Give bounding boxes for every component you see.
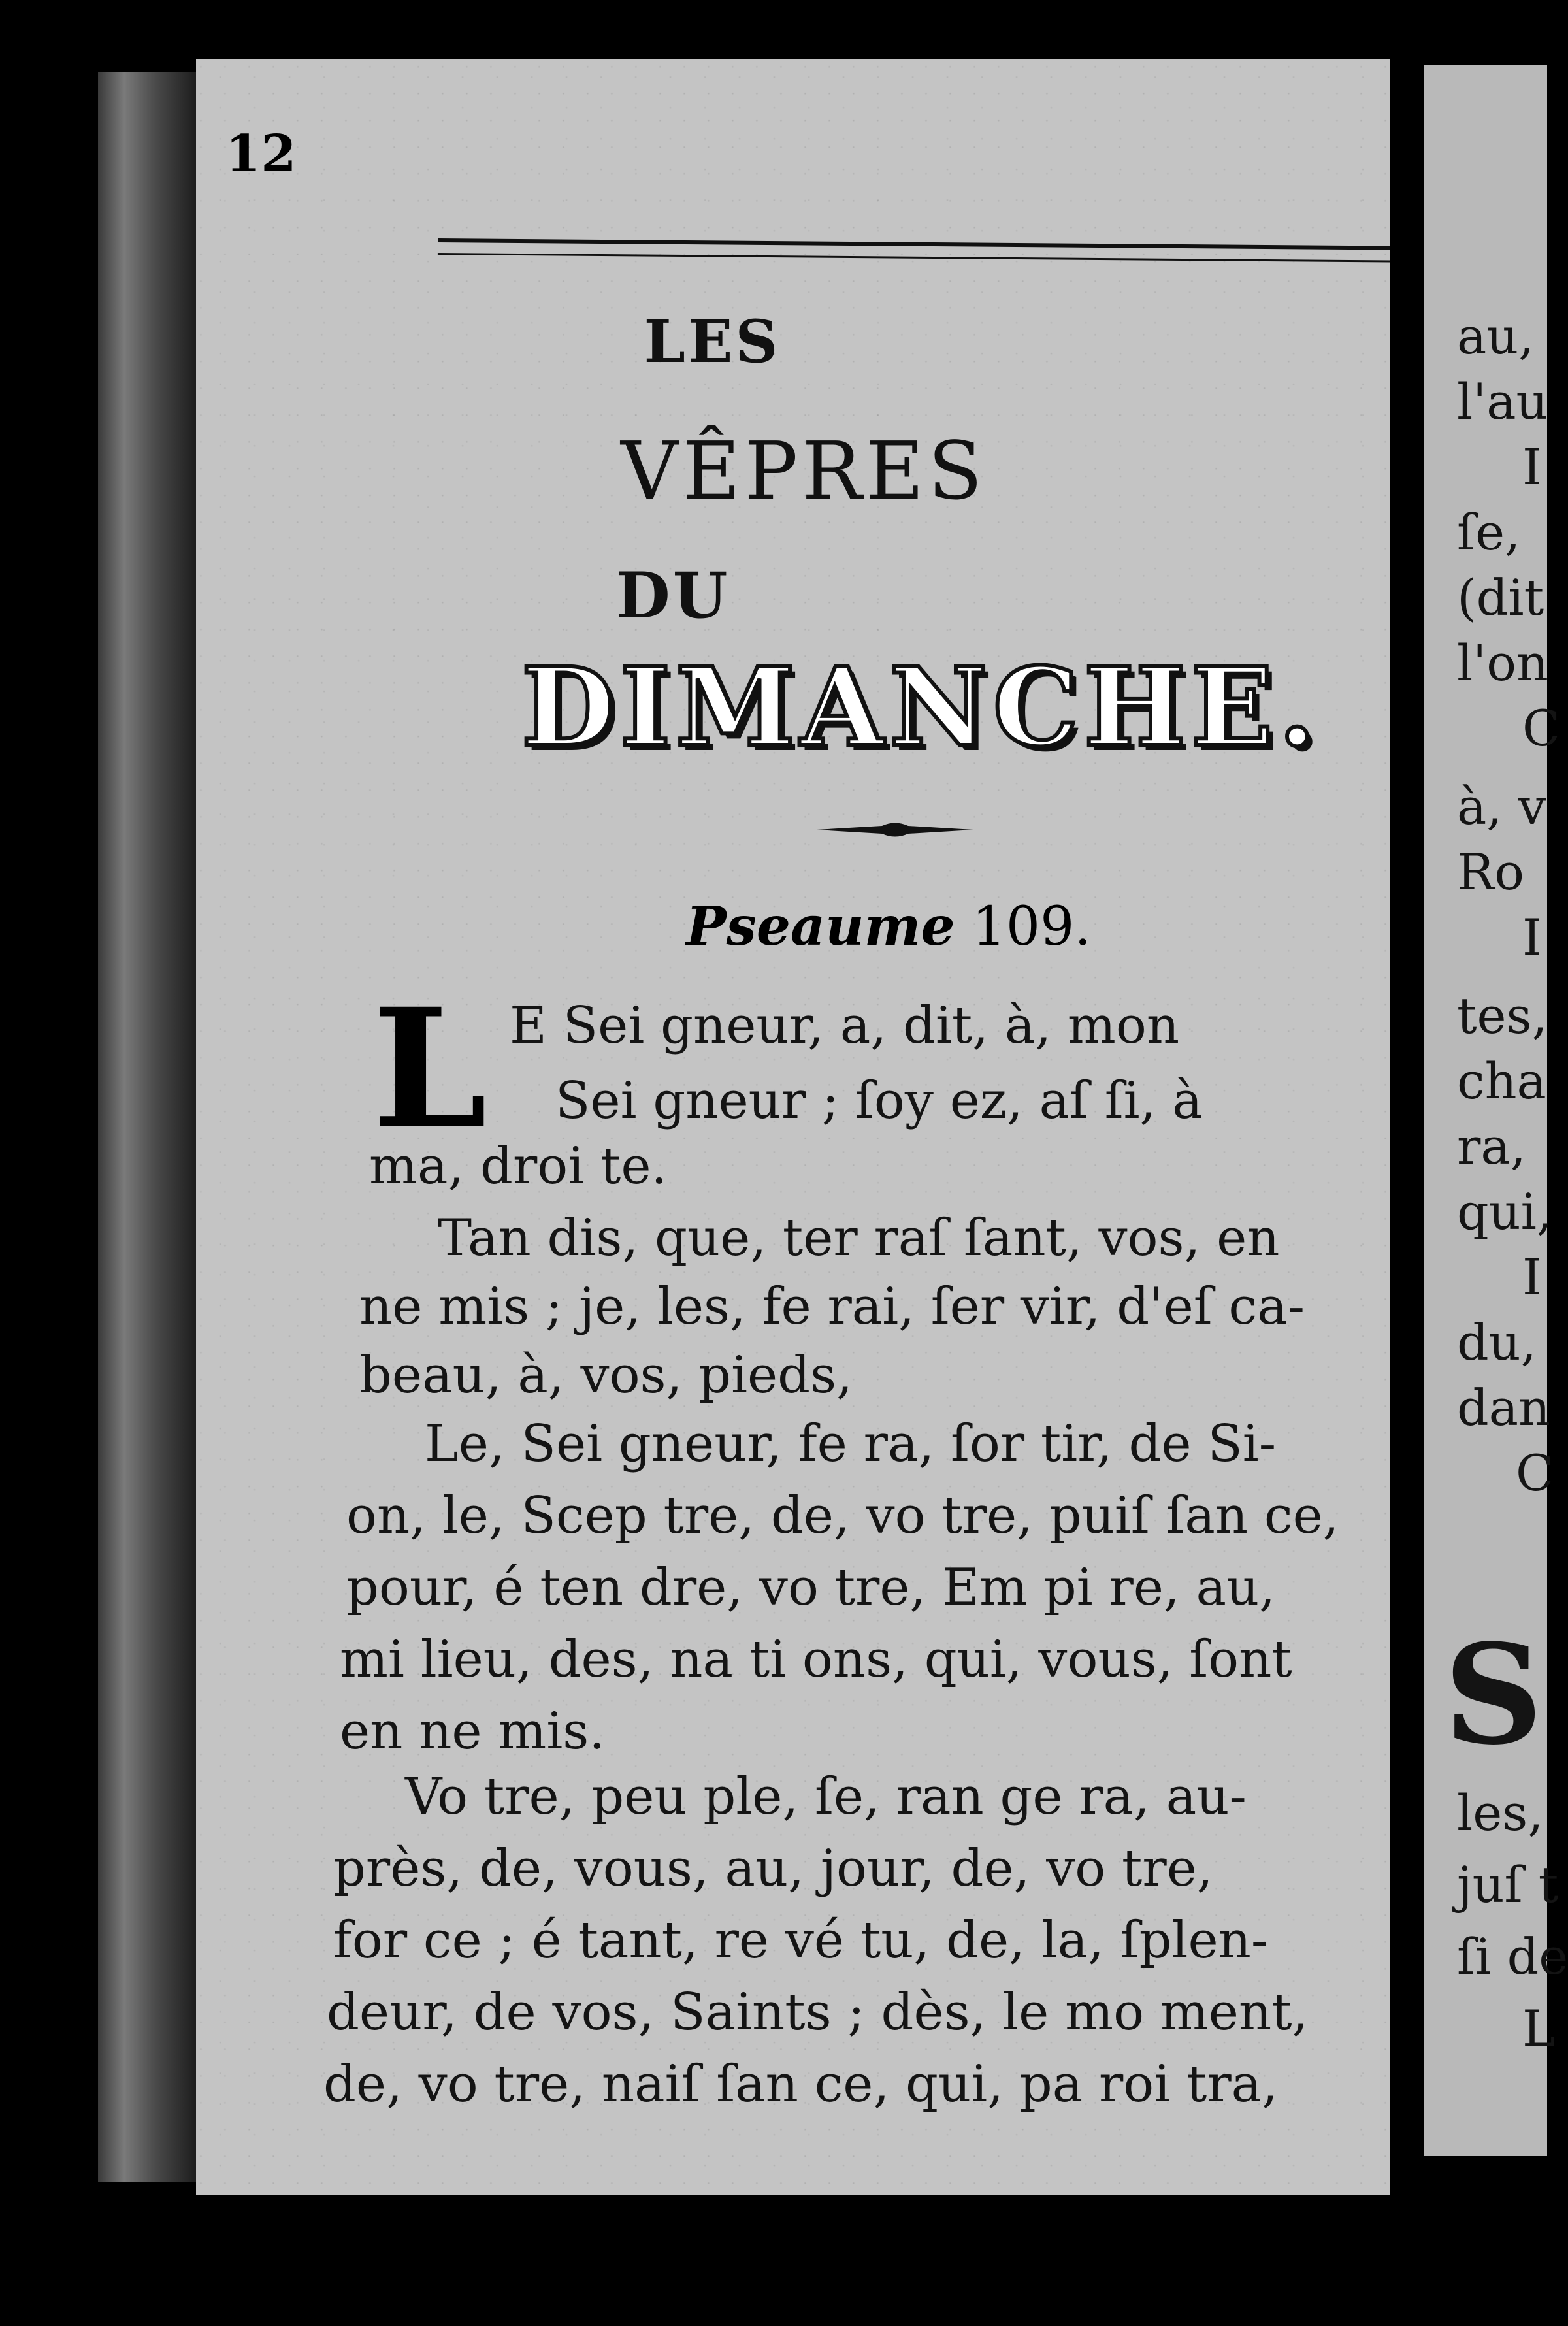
psalm-label: Pseaume xyxy=(686,895,955,958)
verse-line: ma, droi te. xyxy=(369,1137,668,1196)
verse-line: Le, Sei gneur, fe ra, ſor tir, de Si- xyxy=(425,1415,1277,1473)
verse-line: mi lieu, des, na ti ons, qui, vous, ſont xyxy=(340,1630,1292,1689)
verse-line: ne mis ; je, les, fe rai, ſer vir, d'eſ ca- xyxy=(359,1277,1305,1336)
next-page-fragment: au, xyxy=(1457,307,1535,365)
next-page-fragment: cha xyxy=(1457,1052,1546,1110)
psalm-heading xyxy=(686,895,1183,958)
next-page-fragment: ra, xyxy=(1457,1117,1526,1175)
next-page-fragment: juſ t xyxy=(1457,1856,1559,1914)
title-dimanche: DIMANCHE. xyxy=(521,644,1322,770)
next-page-fragment: Ro xyxy=(1457,843,1524,901)
ornament-divider xyxy=(817,820,973,840)
drop-cap: L xyxy=(372,972,487,1164)
next-page-fragment: I xyxy=(1522,1248,1543,1306)
verse-line: for ce ; é tant, re vé tu, de, la, ſplen- xyxy=(333,1911,1269,1970)
next-page-fragment: qui, xyxy=(1457,1183,1553,1241)
next-page-fragment: à, v xyxy=(1457,778,1546,836)
verse-line: pour, é ten dre, vo tre, Em pi re, au, xyxy=(346,1558,1276,1617)
book-edge xyxy=(98,72,203,2182)
verse-line: on, le, Scep tre, de, vo tre, puiſ ſan ce, xyxy=(346,1486,1339,1545)
verse-line: Vo tre, peu ple, ſe, ran ge ra, au- xyxy=(405,1767,1247,1826)
verse-line: E Sei gneur, a, dit, à, mon xyxy=(510,996,1180,1055)
next-page-fragment: du, xyxy=(1457,1313,1537,1371)
next-page-dropcap: S xyxy=(1444,1614,1543,1775)
verse-line: Sei gneur ; ſoy ez, aſ ſi, à xyxy=(555,1072,1203,1130)
next-page-fragment: C xyxy=(1516,1444,1554,1502)
verse-line: beau, à, vos, pieds, xyxy=(359,1346,853,1405)
next-page-fragment: C xyxy=(1522,699,1561,757)
page-number: 12 xyxy=(225,124,297,184)
next-page-fragment: I xyxy=(1522,438,1543,496)
next-page-fragment: ſi de xyxy=(1457,1927,1568,1986)
next-page-fragment: (dit xyxy=(1457,568,1544,627)
next-page-fragment: L xyxy=(1522,1999,1556,2057)
next-page-fragment: l'on xyxy=(1457,634,1548,692)
next-page-fragment: les, xyxy=(1457,1784,1544,1842)
next-page-fragment: dan xyxy=(1457,1379,1550,1437)
verse-line: près, de, vous, au, jour, de, vo tre, xyxy=(333,1839,1213,1898)
title-les: LES xyxy=(644,307,781,376)
verse-line: en ne mis. xyxy=(340,1702,606,1761)
verse-line: Tan dis, que, ter raſ ſant, vos, en xyxy=(438,1209,1280,1268)
verse-line: de, vo tre, naiſ ſan ce, qui, pa roi tra, xyxy=(323,2055,1278,2114)
gutter-shadow xyxy=(1390,52,1427,2208)
next-page-fragment: ſe, xyxy=(1457,503,1521,561)
title-du: DU xyxy=(615,559,730,632)
verse-line: deur, de vos, Saints ; dès, le mo ment, xyxy=(327,1983,1309,2042)
next-page-fragment: l'au xyxy=(1457,372,1548,431)
title-vepres: VÊPRES xyxy=(621,425,987,517)
next-page-fragment: tes, xyxy=(1457,987,1548,1045)
psalm-number: 109. xyxy=(972,896,1092,958)
next-page-edge xyxy=(1424,65,1568,2156)
next-page-fragment: I xyxy=(1522,908,1543,966)
